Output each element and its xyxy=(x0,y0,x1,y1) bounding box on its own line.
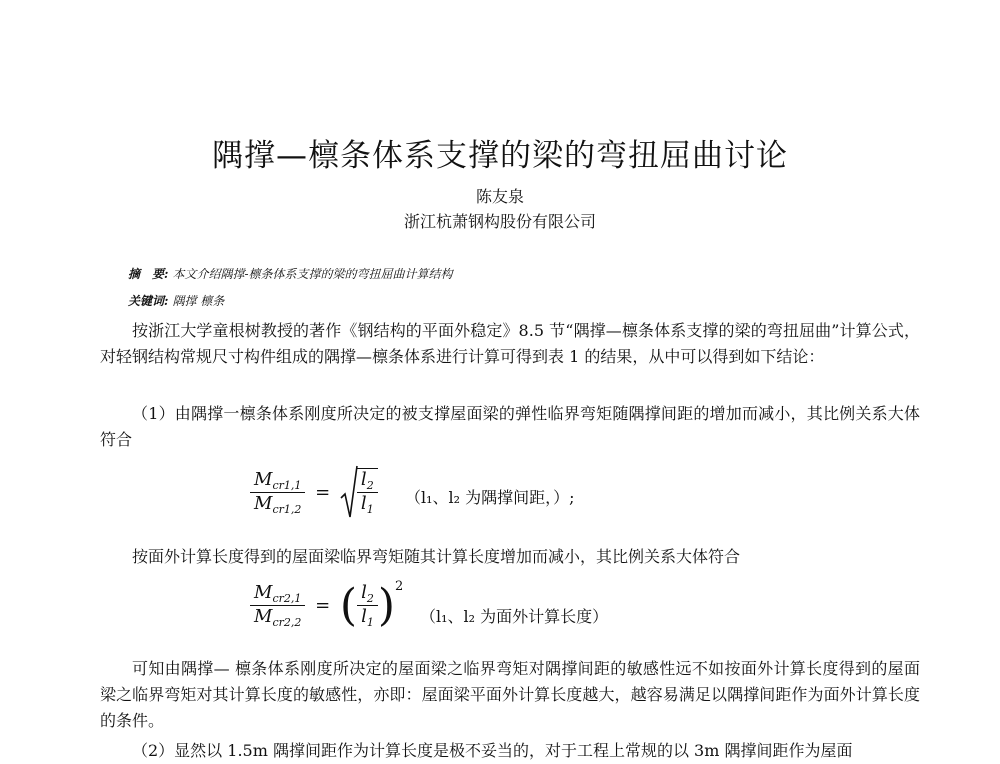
after-formula-1-paragraph: 按面外计算长度得到的屋面梁临界弯矩随其计算长度增加而减小，其比例关系大体符合 xyxy=(132,547,741,566)
formula-1-lhs xyxy=(250,469,305,516)
sqrt-sign-icon xyxy=(340,464,358,520)
keywords-text: 隅撑 檩条 xyxy=(172,294,225,308)
formula-1-rhs-num-sub: 2 xyxy=(366,479,374,492)
formula-2-rhs-num-sub: 2 xyxy=(366,592,374,605)
author-name: 陈友泉 xyxy=(475,187,524,206)
formula-1-equals: = xyxy=(315,481,331,503)
keywords xyxy=(128,292,224,309)
author-affiliation: 浙江杭萧钢构股份有限公司 xyxy=(403,212,596,231)
formula-1-rhs-num: l xyxy=(360,469,367,490)
formula-2-note: （l₁、l₂ 为面外计算长度） xyxy=(420,607,609,626)
formula-2-lhs-den: M xyxy=(254,606,273,627)
formula-1 xyxy=(250,464,378,520)
formula-1-sqrt xyxy=(340,464,378,520)
formula-2 xyxy=(250,580,403,631)
formula-1-lhs-num-sub: cr1,1 xyxy=(272,478,302,492)
formula-2-lhs-den-sub: cr2,2 xyxy=(272,616,302,629)
point-2-paragraph: （2）显然以 1.5m 隅撑间距作为计算长度是极不妥当的，对于工程上常规的以 3m 隅撑间距作为屋面 xyxy=(132,741,853,760)
intro-paragraph: 按浙江大学童根树教授的著作《钢结构的平面外稳定》8.5 节“隅撑—檩条体系支撑的梁的弯扭屈曲”计算公式，对轻钢结构常规尺寸构件组成的隅撑—檩条体系进行计算可得到表 1 的结果，从中可以得到如下结论： xyxy=(100,321,920,366)
formula-2-equals: = xyxy=(315,595,331,616)
formula-2-lhs-num-sub: cr2,1 xyxy=(272,592,302,605)
formula-2-power: 2 xyxy=(395,578,404,594)
formula-2-paren-group xyxy=(340,580,403,631)
formula-1-rhs-den-sub: 1 xyxy=(366,503,374,516)
point-1-paragraph: （1）由隅撑一檩条体系刚度所决定的被支撑屋面梁的弹性临界弯矩随隅撑间距的增加而减小，其比例关系大体符合 xyxy=(100,404,920,449)
formula-2-rhs-den-sub: 1 xyxy=(366,616,374,629)
abstract xyxy=(128,265,453,282)
formula-1-lhs-num: M xyxy=(254,468,273,490)
conclusion-paragraph: 可知由隅撑— 檩条体系刚度所决定的屋面梁之临界弯矩对隅撑间距的敏感性远不如按面外计算长度得到的屋面梁之临界弯矩对其计算长度的敏感性，亦即：屋面梁平面外计算长度越大，越容易满足以隅撑间距作为面外计算长度的条件。 xyxy=(100,659,920,730)
formula-2-lhs xyxy=(250,582,305,629)
formula-1-rhs-den: l xyxy=(360,493,367,514)
abstract-label: 摘 要: xyxy=(128,267,169,281)
formula-2-rhs-num: l xyxy=(361,582,367,603)
formula-1-rhs xyxy=(357,468,378,516)
formula-2-rhs-den: l xyxy=(361,606,367,627)
keywords-label: 关键词: xyxy=(128,294,169,308)
right-paren-icon: ) xyxy=(377,580,396,631)
abstract-text: 本文介绍隅撑-檩条体系支撑的梁的弯扭屈曲计算结构 xyxy=(172,267,453,281)
formula-1-note: （l₁、l₂ 为隅撑间距，）; xyxy=(405,488,575,507)
formula-2-lhs-num: M xyxy=(254,582,273,603)
formula-1-lhs-den: M xyxy=(254,492,273,514)
left-paren-icon: ( xyxy=(339,580,358,631)
formula-2-rhs xyxy=(357,582,378,629)
paper-title: 隅撑—檩条体系支撑的梁的弯扭屈曲讨论 xyxy=(212,138,788,174)
formula-1-lhs-den-sub: cr1,2 xyxy=(272,502,302,516)
